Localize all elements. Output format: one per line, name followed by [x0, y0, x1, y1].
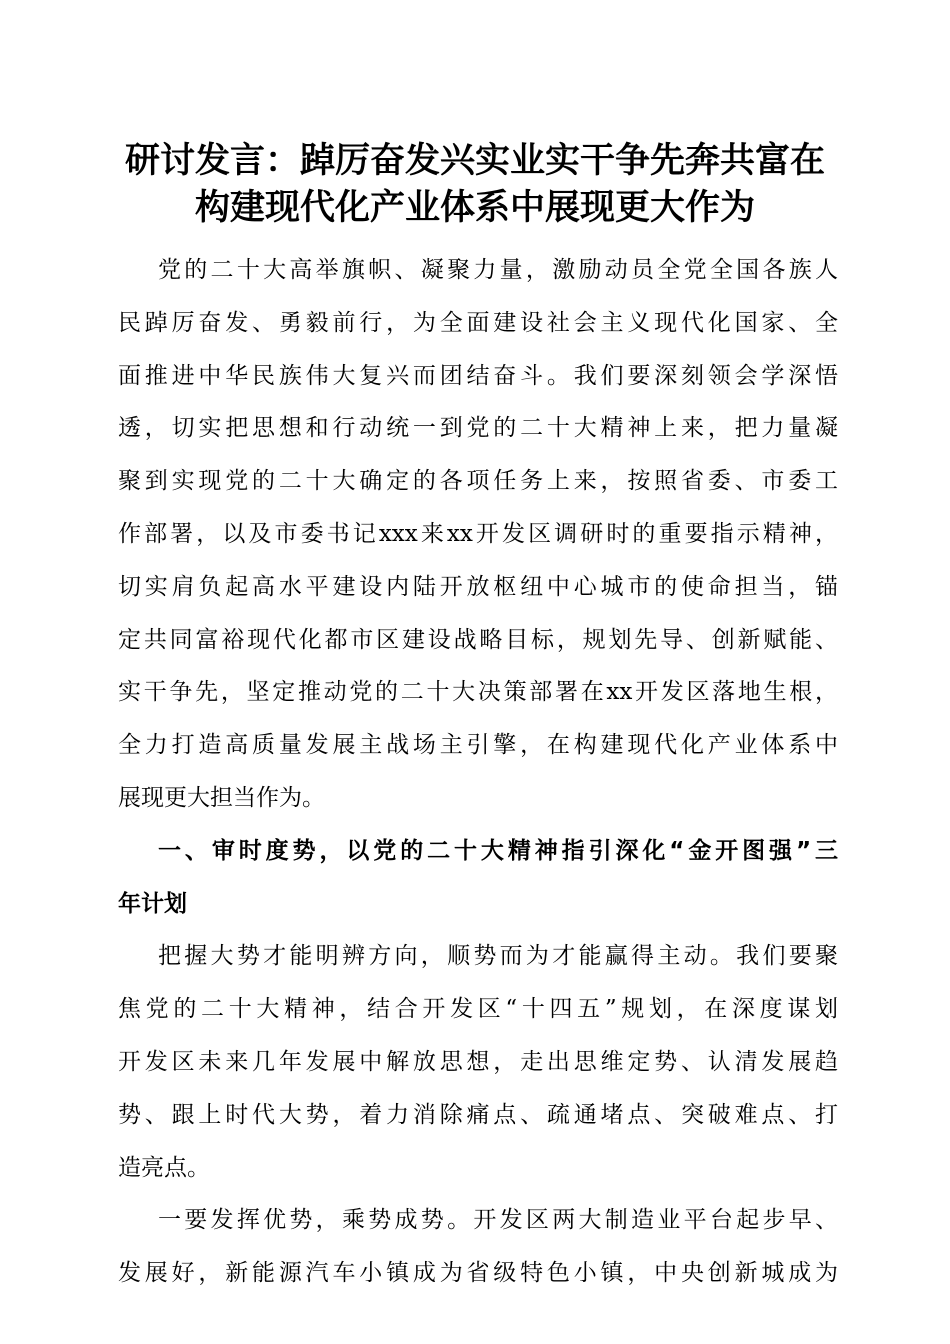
document-title-line-1: 研讨发言：踔厉奋发兴实业实干争先奔共富在	[124, 140, 825, 181]
paragraph-intro	[118, 244, 838, 825]
text-line: 透，切实把思想和行动统一到党的二十大精神上来，把力量凝	[118, 415, 838, 442]
text-line: 全力打造高质量发展主战场主引擎，在构建现代化产业体系中	[118, 732, 838, 759]
text-line: 把握大势才能明辨方向，顺势而为才能赢得主动。我们要聚	[158, 943, 838, 970]
text-line: 造亮点。	[118, 1154, 210, 1181]
text-line: 面推进中华民族伟大复兴而团结奋斗。我们要深刻领会学深悟	[118, 362, 838, 389]
text-line: 开发区未来几年发展中解放思想，走出思维定势、认清发展趋	[118, 1048, 838, 1075]
text-line: 势、跟上时代大势，着力消除痛点、疏通堵点、突破难点、打	[118, 1101, 838, 1128]
section-heading-1	[118, 825, 838, 931]
text-line: 展现更大担当作为。	[118, 784, 325, 811]
text-line: 实干争先，坚定推动党的二十大决策部署在xx开发区落地生根，	[118, 679, 838, 706]
text-line: 党的二十大高举旗帜、凝聚力量，激励动员全党全国各族人	[158, 257, 838, 283]
document-body	[118, 244, 838, 1300]
paragraph-point-1	[118, 1194, 838, 1300]
heading-line: 一、审时度势，以党的二十大精神指引深化“金开图强”三	[158, 837, 838, 864]
document-title-line-2: 构建现代化产业体系中展现更大作为	[194, 187, 755, 228]
text-line: 发展好，新能源汽车小镇成为省级特色小镇，中央创新城成为	[118, 1260, 838, 1287]
text-line: 焦党的二十大精神，结合开发区“十四五”规划，在深度谋划	[118, 996, 838, 1023]
paragraph-section-1	[118, 930, 838, 1194]
text-line: 定共同富裕现代化都市区建设战略目标，规划先导、创新赋能、	[118, 626, 838, 653]
text-line: 一要发挥优势，乘势成势。开发区两大制造业平台起步早、	[158, 1207, 838, 1234]
text-line: 作部署，以及市委书记xxx来xx开发区调研时的重要指示精神，	[118, 520, 838, 547]
heading-line: 年计划	[118, 890, 187, 917]
text-line: 民踔厉奋发、勇毅前行，为全面建设社会主义现代化国家、全	[118, 309, 838, 336]
text-line: 切实肩负起高水平建设内陆开放枢纽中心城市的使命担当，锚	[118, 573, 838, 600]
text-line: 聚到实现党的二十大确定的各项任务上来，按照省委、市委工	[118, 468, 838, 495]
